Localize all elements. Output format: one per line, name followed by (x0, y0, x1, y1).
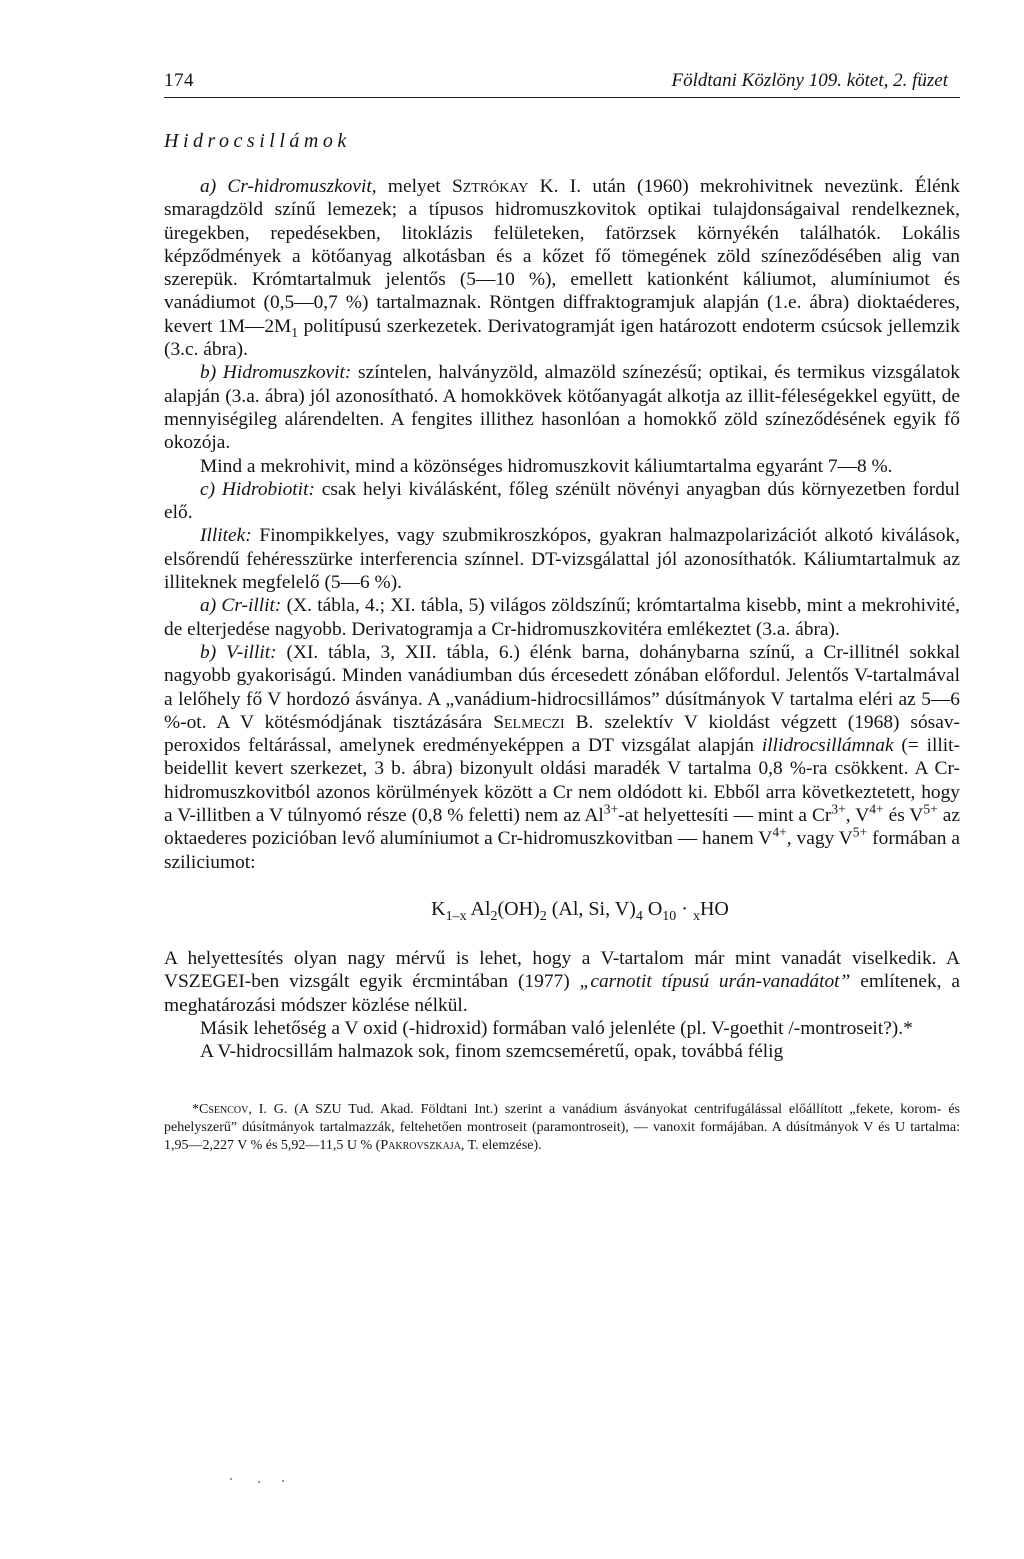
paragraph-v-oxid: Másik lehetőség a V oxid (-hidroxid) formában való jelenléte (pl. V-goethit /-montroseit?).* (200, 1017, 913, 1039)
page-header (164, 70, 960, 98)
footnote: *Csencov, I. G. (A SZU Tud. Akad. Földtani Int.) szerint a vanádium ásványokat centrifugálással előállított „fekete, korom- és pehelyszerű” dúsítmányok tartalmazzák, feltehetően montroseit (paramontroseit), — vanoxit formájában. A dúsítmányok V és U tartalma: 1,95—2,227 V % és 5,92—11,5 U % (Pakrovszkaja, T. elemzése). (164, 1102, 960, 1154)
body-text (164, 175, 960, 1063)
journal-title: Földtani Közlöny 109. kötet, 2. füzet (671, 70, 948, 91)
paragraph-v-illit: b) V-illit: (XI. tábla, 3, XII. tábla, 6.) élénk barna, dohánybarna színű, a Cr-illitnél sokkal nagyobb gyakoriságú. Minden vanádiumban dús ércesedett zónában előfordul. Jelentős V-tartalmával a lelőhely fő V hordozó ásványa. A „vanádium-hidrocsillámos” dúsítmányok V tartalma eléri az 5—6 %-ot. A V kötésmódjának tisztázására Selmeczi B. szelektív V kioldást végzett (1968) sósav-peroxidos feltárással, amelynek eredményeképpen a DT vizsgálat alapján illidrocsillámnak (= illit-beidellit kevert szerkezet, 3 b. ábra) bizonyult oldási maradék V tartalma 0,8 %-ra csökkent. A Cr-hidromuszkovitból azonos körülmények között a Cr nem oldódott ki. Ebből arra következtetett, hogy a V-illitben a V túlnyomó része (0,8 % feletti) nem az $Al^{3+}-at$ helyettesíti — mint a $Cr^{3+}$, $V^{4+}$ és $V^{5+}$ az oktaederes pozicióban levő alumíniumot a Cr-hidromuszkovitban — hanem $V^{4+}$, vagy $V^{5+}$ formában a sziliciumot: (164, 641, 960, 873)
paragraph-hidrobiotit: c) Hidrobiotit: csak helyi kiválásként, főleg szénült növényi anyagban dús környezetben fordul elő. (164, 478, 960, 524)
document-page (164, 70, 960, 1155)
paragraph-v-hidrocsillam: A V-hidrocsillám halmazok sok, finom szemcseméretű, opak, továbbá félig (200, 1041, 784, 1063)
page-number: 174 (164, 70, 194, 91)
chemical-formula: $K_{1-x}$ $Al_2(OH)_2$ (Al, Si, $V)_4$ $O_{10} \cdot _xHO$ (431, 897, 729, 924)
paragraph-cr-hidromuszkovit: a) Cr-hidromuszkovit, melyet Sztrókay K. I. után (1960) mekrohivitnek nevezünk. Élénk smaragdzöld színű lemezek; a típusos hidromuszkovitok optikai tulajdonságaival rendelkeznek, üregekben, repedésekben, litoklázis felületeken, fatörzsek környékén találhatók. Lokális képződmények a kötőanyag alkotásban és a kőzet fő tömegének zöld színeződésében alig van szerepük. Krómtartalmuk jelentős (5—10 %), emellett kationként káliumot, alumíniumot és vanádiumot (0,5—0,7 %) tartalmaznak. Röntgen diffraktogramjuk alapján (1.e. ábra) dioktaéderes, kevert $1M—2M_1$ politípusú szerkezetek. Derivatogramját igen határozott endoterm csúcsok jellemzik (3.c. ábra). (164, 176, 961, 361)
paragraph-illitek: Illitek: Finompikkelyes, vagy szubmikroszkópos, gyakran halmazpolarizációt alkotó kiválások, elsőrendű fehéresszürke interferencia színnel. DT-vizsgálattal jól azonosíthatók. Káliumtartalmuk az illiteknek megfelelő (5—6 %). (164, 525, 960, 594)
paragraph-hidromuszkovit: b) Hidromuszkovit: színtelen, halványzöld, almazöld színezésű; optikai, és termikus vizsgálatok alapján (3.a. ábra) jól azonosítható. A homokkövek kötőanyagát alkotja az illit-féleségekkel együtt, de mennyiségileg alárendelten. A fengites illithez hasonlóan a homokkő zöld színeződésének egyik fő okozója. (164, 362, 960, 454)
scan-speck (230, 1478, 290, 1484)
section-title: Hidrocsillámok (164, 130, 351, 152)
paragraph-cr-illit: a) Cr-illit: (X. tábla, 4.; XI. tábla, 5) világos zöldszínű; krómtartalma kisebb, mint a mekrohivité, de elterjedése nagyobb. Derivatogramja a Cr-hidromuszkovitéra emlékeztet (3.a. ábra). (164, 595, 960, 640)
paragraph-vanadat: A helyettesítés olyan nagy mérvű is lehet, hogy a V-tartalom már mint vanadát viselkedik. A VSZEGEI-ben vizsgált egyik ércmintában (1977) „carnotit típusú urán-vanadátot” említenek, a meghatározási módszer közlése nélkül. (164, 947, 960, 1016)
paragraph-kalium: Mind a mekrohivit, mind a közönséges hidromuszkovit káliumtartalma egyaránt 7—8 %. (200, 455, 893, 477)
